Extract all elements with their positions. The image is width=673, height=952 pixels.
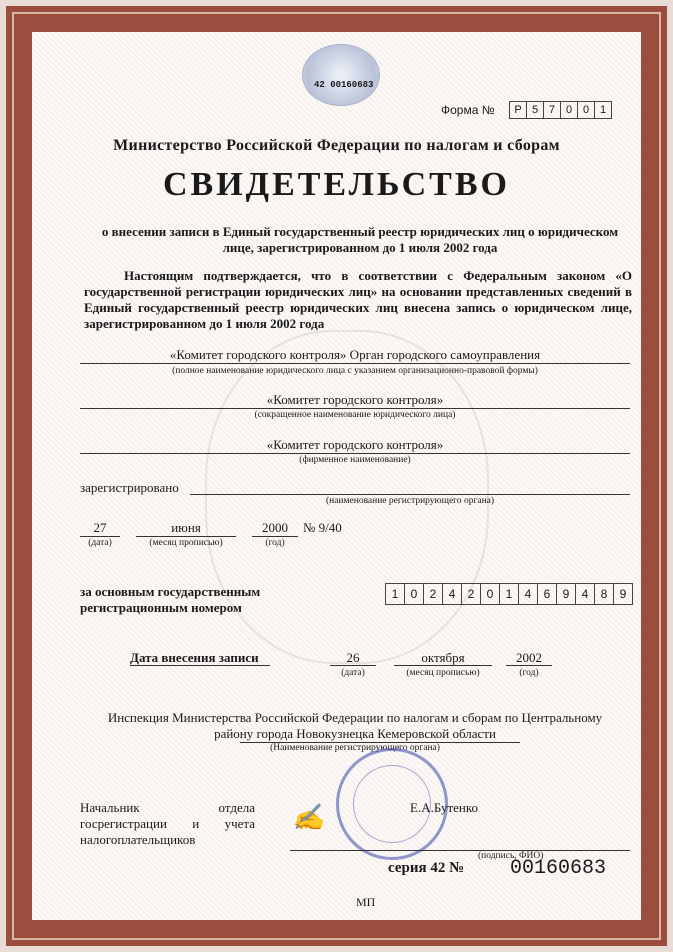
registered-line bbox=[190, 494, 630, 495]
entry-date-label-line bbox=[130, 665, 270, 666]
reg-year-line bbox=[252, 536, 298, 537]
entry-year-caption: (год) bbox=[519, 668, 539, 678]
mp-label: МП bbox=[356, 895, 376, 909]
ogrn-digit: 0 bbox=[405, 584, 424, 604]
entry-day-caption: (дата) bbox=[341, 668, 365, 678]
brand-name-caption: (фирменное наименование) bbox=[299, 455, 411, 465]
entry-month-caption: (месяц прописью) bbox=[406, 668, 480, 678]
entry-date-label: Дата внесения записи bbox=[130, 650, 259, 665]
full-name-line bbox=[80, 363, 630, 364]
ogrn-label-line1: за основным государственным bbox=[80, 584, 261, 599]
document-subtitle: о внесении записи в Единый государственный реестр юридических лиц о юридическом лице, зарегистрированном до 1 июля 2002 года bbox=[101, 224, 619, 255]
form-cell: 1 bbox=[599, 104, 607, 116]
serial-label: серия 42 № bbox=[388, 860, 465, 876]
hologram-seal-icon bbox=[302, 44, 380, 106]
form-cell: 0 bbox=[561, 102, 578, 118]
document-title: СВИДЕТЕЛЬСТВО bbox=[163, 166, 510, 203]
ogrn-label-line2: регистрационным номером bbox=[80, 600, 242, 615]
ogrn-digit: 1 bbox=[500, 584, 519, 604]
form-cell: Р bbox=[510, 102, 527, 118]
signer-position-line2: госрегистрации и учета bbox=[80, 816, 255, 831]
ogrn-number-cells bbox=[385, 583, 633, 605]
reg-year-caption: (год) bbox=[265, 538, 285, 548]
registered-label: зарегистрировано bbox=[80, 480, 179, 495]
full-name-value: «Комитет городского контроля» Орган городского самоуправления bbox=[169, 347, 541, 362]
ogrn-digit: 4 bbox=[576, 584, 595, 604]
short-name-value: «Комитет городского контроля» bbox=[266, 392, 444, 407]
serial-number: 00160683 bbox=[510, 857, 607, 880]
reg-month: июня bbox=[171, 520, 201, 535]
inspection-caption: (Наименование регистрирующего органа) bbox=[270, 743, 440, 753]
short-name-line bbox=[80, 408, 630, 409]
brand-name-value: «Комитет городского контроля» bbox=[266, 437, 444, 452]
form-cell: 5 bbox=[527, 102, 544, 118]
form-cell: 7 bbox=[544, 102, 561, 118]
ogrn-digit: 9 bbox=[557, 584, 576, 604]
confirmation-paragraph: Настоящим подтверждается, что в соответствии с Федеральным законом «О государственной регистрации юридических лиц» на основании представленных сведений в Единый государственный реестр юридических лиц внесена запись о юридическом лице, зарегистрированном до 1 июля 2002 года bbox=[84, 268, 632, 331]
entry-year-line bbox=[506, 665, 552, 666]
ogrn-digit: 2 bbox=[462, 584, 481, 604]
ogrn-digit: 4 bbox=[519, 584, 538, 604]
brand-name-line bbox=[80, 453, 630, 454]
reg-day-line bbox=[80, 536, 120, 537]
signature-icon: ✍ bbox=[292, 803, 325, 832]
ministry-heading: Министерство Российской Федерации по налогам и сборам bbox=[113, 137, 560, 154]
short-name-caption: (сокращенное наименование юридического лица) bbox=[254, 410, 456, 420]
reg-month-caption: (месяц прописью) bbox=[149, 538, 223, 548]
signer-line bbox=[290, 850, 630, 851]
reg-day-caption: (дата) bbox=[88, 538, 112, 548]
form-number-cells bbox=[509, 101, 612, 119]
inspection-line1: Инспекция Министерства Российской Федерации по налогам и сборам по Центральному bbox=[107, 710, 603, 725]
entry-month-line bbox=[394, 665, 492, 666]
form-label: Форма № bbox=[441, 103, 495, 117]
signer-position-line1: Начальник отдела bbox=[80, 800, 255, 815]
signer-caption: (подпись, ФИО) bbox=[478, 851, 544, 861]
entry-year: 2002 bbox=[516, 650, 542, 665]
hologram-number: 42 00160683 bbox=[314, 80, 374, 90]
signer-name: Е.А.Бутенко bbox=[410, 800, 479, 815]
signer-position-line3: налогоплательщиков bbox=[80, 832, 196, 847]
registered-caption: (наименование регистрирующего органа) bbox=[325, 496, 495, 506]
reg-year: 2000 bbox=[262, 520, 288, 535]
form-cell: 0 bbox=[578, 102, 595, 118]
ogrn-digit: 8 bbox=[595, 584, 614, 604]
ogrn-digit: 4 bbox=[443, 584, 462, 604]
ogrn-digit: 9 bbox=[619, 587, 627, 601]
reg-month-line bbox=[136, 536, 236, 537]
inspection-line2: району города Новокузнецка Кемеровской области bbox=[214, 726, 496, 741]
ogrn-digit: 6 bbox=[538, 584, 557, 604]
full-name-caption: (полное наименование юридического лица с указанием организационно-правовой формы) bbox=[172, 366, 538, 376]
entry-day: 26 bbox=[346, 650, 360, 665]
reg-day: 27 bbox=[93, 520, 107, 535]
ogrn-digit: 2 bbox=[424, 584, 443, 604]
reg-number: № 9/40 bbox=[303, 520, 342, 535]
entry-day-line bbox=[330, 665, 376, 666]
entry-month: октября bbox=[421, 650, 465, 665]
ogrn-digit: 1 bbox=[386, 584, 405, 604]
ogrn-digit: 0 bbox=[481, 584, 500, 604]
